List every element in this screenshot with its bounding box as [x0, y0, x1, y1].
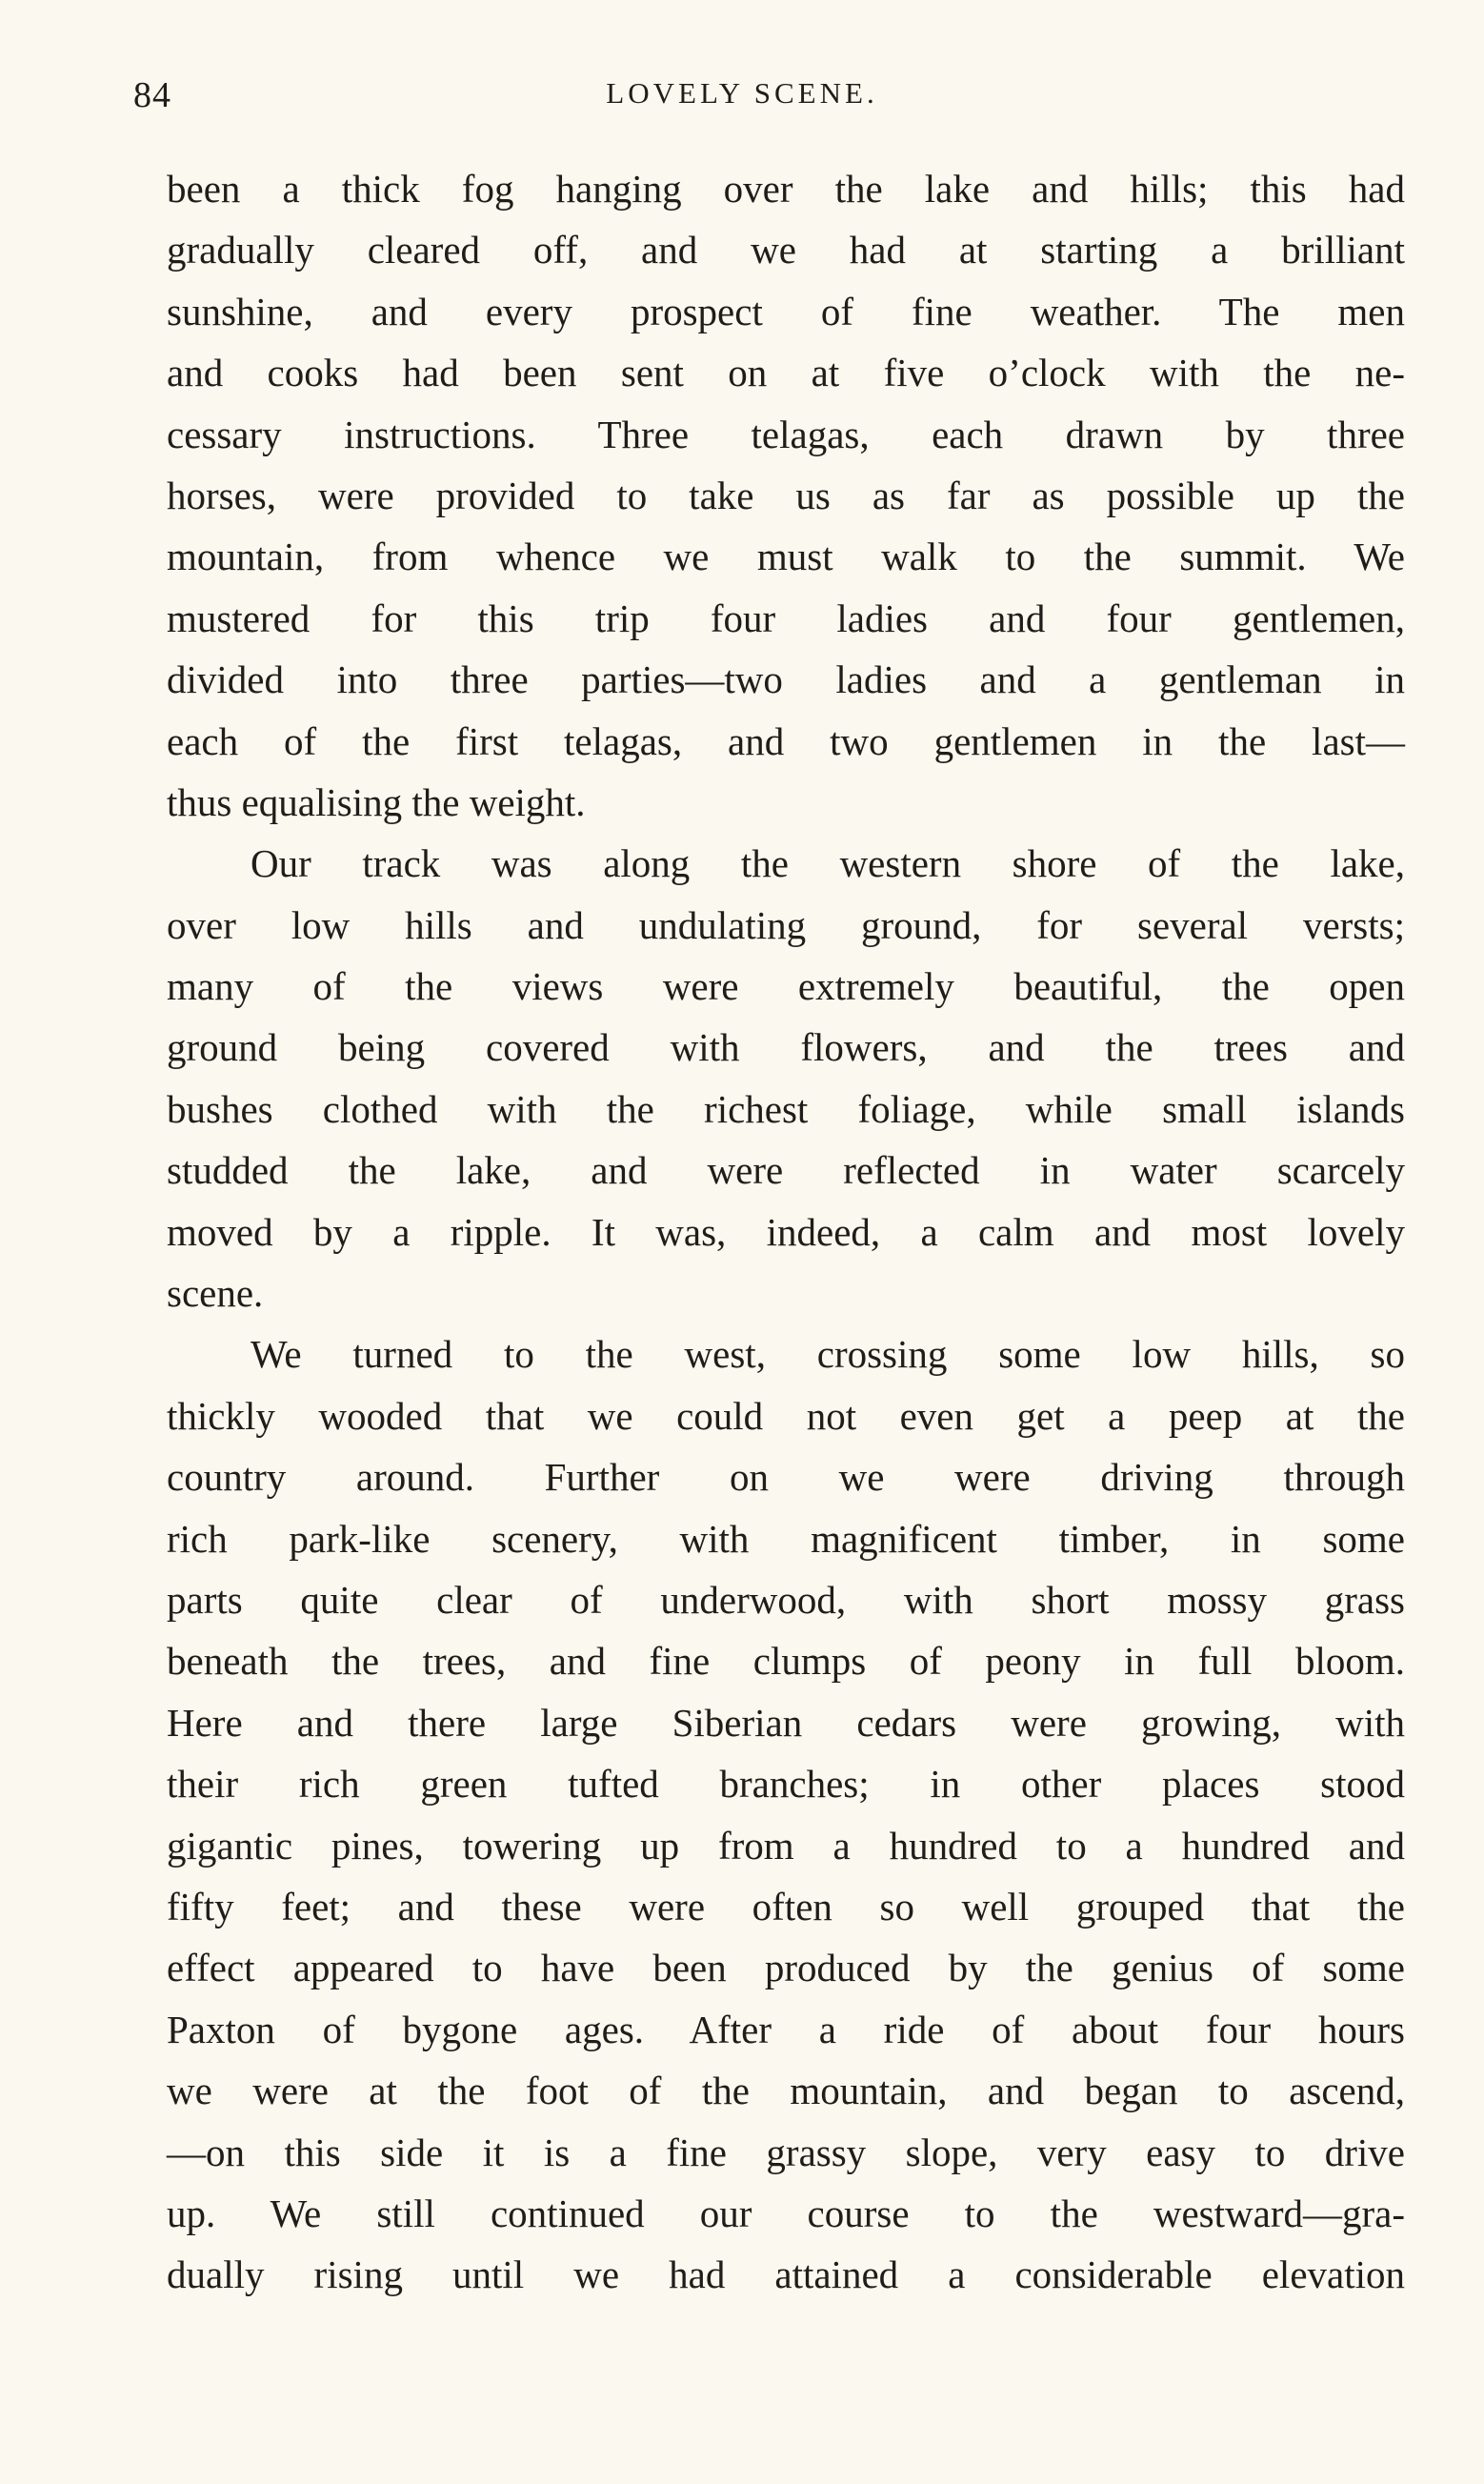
- paragraph-end-line: scene.: [167, 1271, 264, 1316]
- text-line: Paxton of bygone ages. After a ride of about four hours: [167, 2007, 1405, 2051]
- text-line: bushes clothed with the richest foliage, while small islands: [167, 1086, 1405, 1131]
- text-line: country around. Further on we were driving through: [167, 1455, 1405, 1500]
- text-line: their rich green tufted branches; in other places stood: [167, 1762, 1405, 1807]
- text-line: effect appeared to have been produced by the genius of some: [167, 1946, 1405, 1990]
- text-line: horses, were provided to take us as far as possible up the: [167, 473, 1405, 517]
- paragraph-start-line: We turned to the west, crossing some low hills, so: [251, 1332, 1405, 1377]
- running-title: LOVELY SCENE.: [606, 76, 878, 110]
- text-line: rich park-like scenery, with magnificent timber, in some: [167, 1516, 1405, 1561]
- paragraph-start-line: Our track was along the western shore of the lake,: [251, 841, 1405, 886]
- text-line: gigantic pines, towering up from a hundred to a hundred and: [167, 1823, 1405, 1868]
- text-line: parts quite clear of underwood, with short mossy grass: [167, 1577, 1405, 1622]
- text-line: studded the lake, and were reflected in water scarcely: [167, 1148, 1405, 1193]
- text-line: ground being covered with flowers, and the trees and: [167, 1025, 1405, 1070]
- text-line: fifty feet; and these were often so well grouped that the: [167, 1884, 1405, 1929]
- body-text: [167, 158, 1405, 2306]
- text-line: many of the views were extremely beautiful, the open: [167, 964, 1405, 1009]
- text-line: mountain, from whence we must walk to the summit. We: [167, 535, 1405, 579]
- text-line: moved by a ripple. It was, indeed, a calm and most lovely: [167, 1209, 1405, 1254]
- page-number: 84: [133, 75, 171, 115]
- text-line: up. We still continued our course to the westward—gra-: [167, 2191, 1405, 2235]
- text-line: been a thick fog hanging over the lake and hills; this had: [167, 167, 1405, 211]
- text-line: Here and there large Siberian cedars were growing, with: [167, 1700, 1405, 1745]
- text-line: sunshine, and every prospect of fine weather. The men: [167, 289, 1405, 333]
- text-line: dually rising until we had attained a considerable elevation: [167, 2252, 1405, 2297]
- text-line: and cooks had been sent on at five o’clock with the ne-: [167, 351, 1405, 395]
- text-line: each of the first telagas, and two gentlemen in the last—: [167, 718, 1405, 763]
- text-line: gradually cleared off, and we had at starting a brilliant: [167, 228, 1405, 273]
- paragraph-end-line: thus equalising the weight.: [167, 779, 586, 824]
- text-line: —on this side it is a fine grassy slope, very easy to drive: [167, 2130, 1405, 2174]
- text-line: cessary instructions. Three telagas, each drawn by three: [167, 412, 1405, 456]
- text-line: we were at the foot of the mountain, and began to ascend,: [167, 2069, 1405, 2113]
- text-line: thickly wooded that we could not even get a peep at the: [167, 1393, 1405, 1438]
- text-line: mustered for this trip four ladies and four gentlemen,: [167, 596, 1405, 640]
- text-line: beneath the trees, and fine clumps of peony in full bloom.: [167, 1639, 1405, 1684]
- text-line: over low hills and undulating ground, for several versts;: [167, 902, 1405, 947]
- text-line: divided into three parties—two ladies and a gentleman in: [167, 657, 1405, 702]
